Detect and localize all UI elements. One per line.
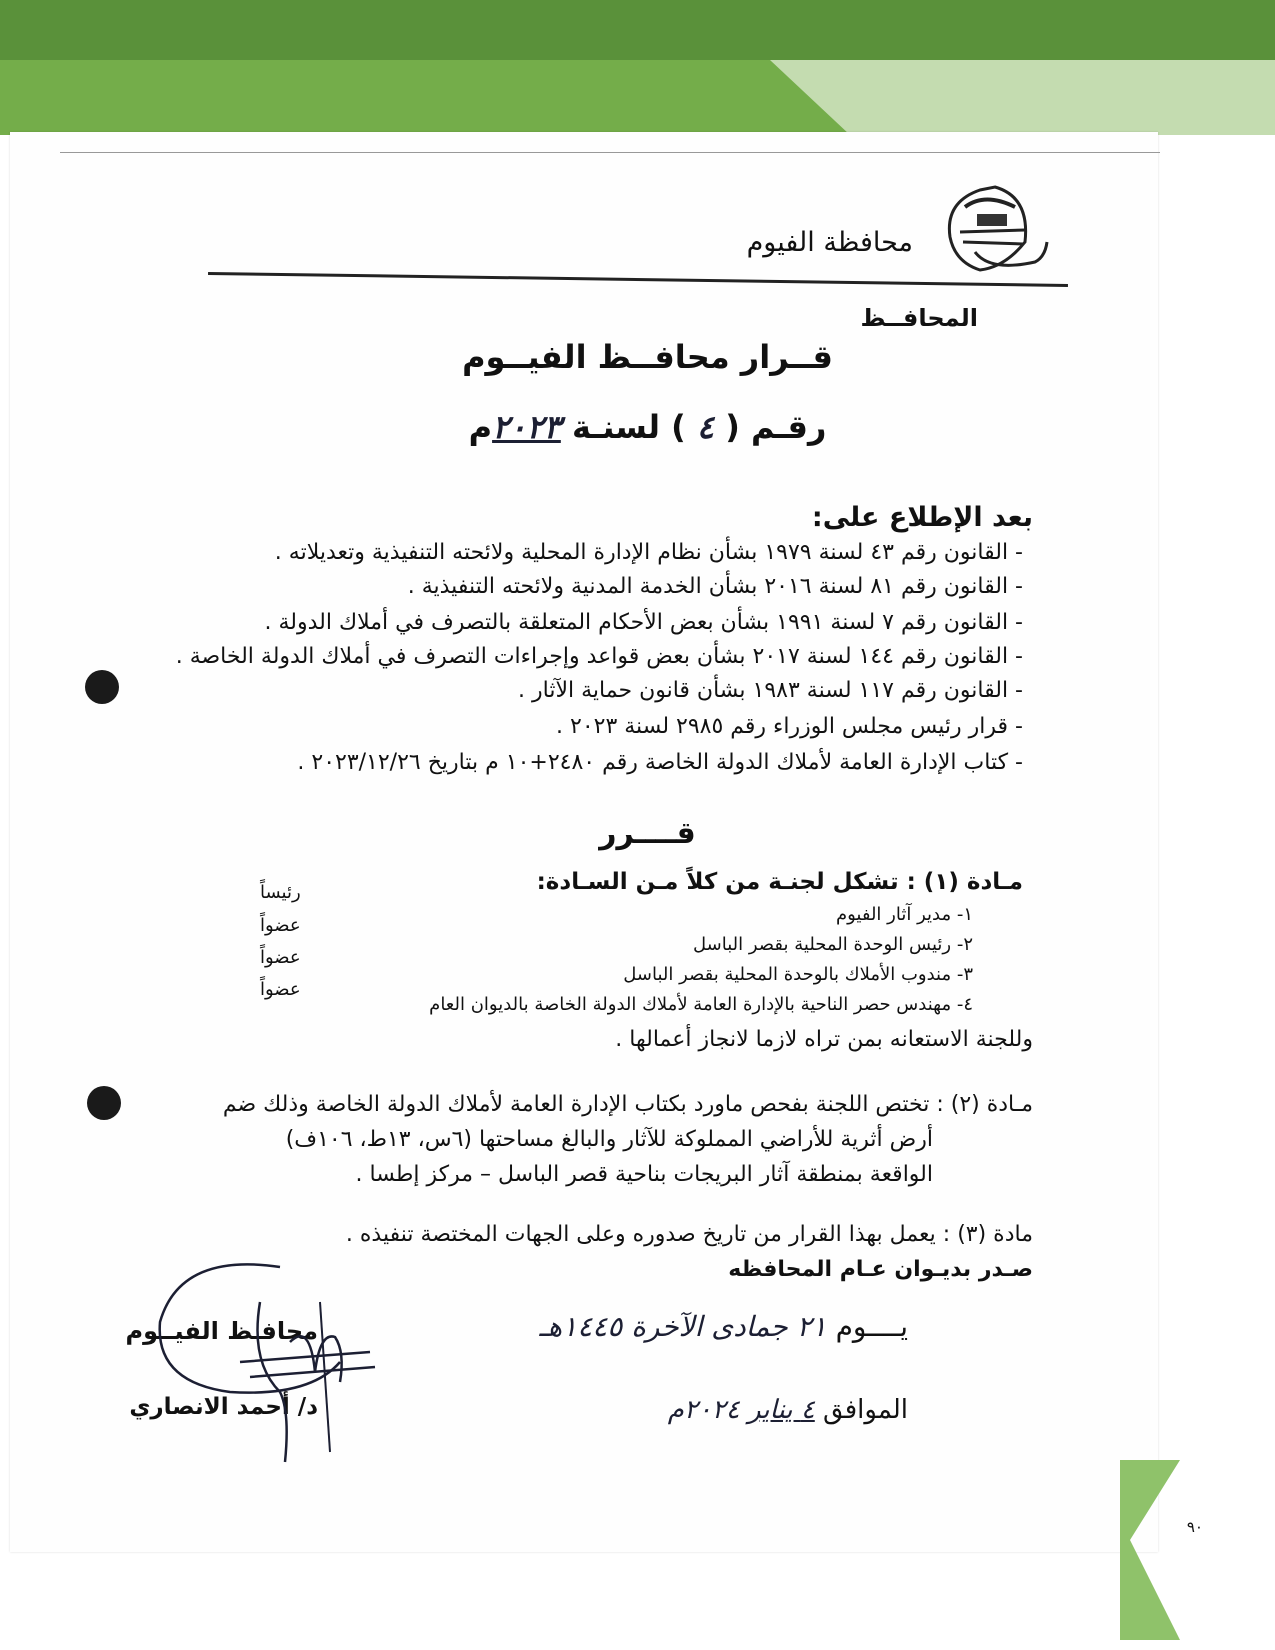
governorate-name: محافظة الفيوم [746, 227, 913, 258]
committee-role: عضواً [260, 979, 301, 1000]
gregorian-date-label: الموافق [823, 1395, 908, 1425]
handwritten-signature [140, 1242, 400, 1472]
punch-hole-dot [87, 1086, 121, 1120]
gregorian-date [668, 1395, 908, 1425]
preamble-item: - القانون رقم ٧ لسنة ١٩٩١ بشأن بعض الأحكام المتعلقة بالتصرف في أملاك الدولة . [264, 610, 1023, 635]
article-2-line: أرض أثرية للأراضي المملوكة للآثار والبالغ مساحتها (٦س، ١٣ط، ١٠٦ف) [285, 1127, 933, 1152]
header-green-band [0, 60, 1275, 135]
preamble-item: - قرار رئيس مجلس الوزراء رقم ٢٩٨٥ لسنة ٢٠٢٣ . [556, 714, 1023, 739]
article-3: مادة (٣) : يعمل بهذا القرار من تاريخ صدوره وعلى الجهات المختصة تنفيذه . [345, 1222, 1033, 1247]
footer-green-chevron [1100, 1450, 1275, 1650]
committee-member: ١- مدير آثار الفيوم [835, 904, 973, 925]
gregorian-date-year: ٢٠٢٤م [667, 1395, 740, 1425]
committee-role: عضواً [260, 915, 301, 936]
top-green-bar [0, 0, 1275, 60]
preamble-heading: بعد الإطلاع على: [811, 502, 1033, 533]
hijri-date [539, 1310, 908, 1343]
committee-role: رئيساً [260, 882, 301, 903]
article-2-line: مـادة (٢) : تختص اللجنة بفحص ماورد بكتاب الإدارة العامة لأملاك الدولة الخاصة وذلك ضم [222, 1092, 1033, 1117]
decree-year: ٢٠٢٣ [492, 408, 561, 446]
governorate-emblem-icon [935, 182, 1055, 282]
committee-member: ٤- مهندس حصر الناحية بالإدارة العامة لأملاك الدولة الخاصة بالديوان العام [429, 994, 973, 1015]
preamble-item: - كتاب الإدارة العامة لأملاك الدولة الخاصة رقم ٢٤٨٠+١٠ م بتاريخ ٢٠٢٣/١٢/٢٦ . [297, 750, 1023, 775]
preamble-item: - القانون رقم ٤٣ لسنة ١٩٧٩ بشأن نظام الإدارة المحلية ولائحته التنفيذية وتعديلاته . [274, 540, 1023, 565]
preamble-item: - القانون رقم ١١٧ لسنة ١٩٨٣ بشأن قانون حماية الآثار . [518, 678, 1023, 703]
article-1-note: وللجنة الاستعانه بمن تراه لازما لانجاز أعمالها . [615, 1027, 1033, 1052]
governor-label: المحافــظ [860, 304, 978, 332]
decree-number-value: ٤ [696, 408, 715, 446]
hijri-date-value: ٢١ جمادى الآخرة [631, 1310, 827, 1343]
article-2-line: الواقعة بمنطقة آثار البريجات بناحية قصر الباسل – مركز إطسا . [355, 1162, 933, 1187]
decided-heading: قــــرر [599, 816, 696, 851]
scanned-decree-page [10, 132, 1158, 1552]
signatory-name: د/ أحمد الانصاري [129, 1394, 318, 1420]
decree-number-middle: ) لسنـة [571, 408, 686, 446]
article-1-heading: مـادة (١) : تشكل لجنـة من كلاً مـن السـادة: [536, 869, 1023, 895]
page-number: ٩٠ [1186, 1518, 1203, 1536]
decree-title: قــرار محافــظ الفيــوم [462, 338, 833, 376]
gregorian-date-value: ٤ يناير [747, 1395, 815, 1425]
signatory-title: محافـظ الفيــوم [125, 1317, 318, 1345]
decree-number [10, 408, 1275, 446]
committee-member: ٣- مندوب الأملاك بالوحدة المحلية بقصر الباسل [623, 964, 973, 985]
hijri-date-year: ١٤٤٥هـ [539, 1310, 623, 1343]
committee-member: ٢- رئيس الوحدة المحلية بقصر الباسل [693, 934, 973, 955]
scan-top-line [60, 152, 1160, 153]
decree-number-prefix: رقـم ( [725, 408, 827, 446]
hijri-date-label: يــــوم [835, 1310, 908, 1343]
preamble-item: - القانون رقم ٨١ لسنة ٢٠١٦ بشأن الخدمة المدنية ولائحته التنفيذية . [407, 574, 1023, 599]
preamble-item: - القانون رقم ١٤٤ لسنة ٢٠١٧ بشأن بعض قواعد وإجراءات التصرف في أملاك الدولة الخاصة . [175, 644, 1023, 669]
committee-role: عضواً [260, 947, 301, 968]
decree-year-suffix: م [468, 408, 493, 446]
punch-hole-dot [85, 670, 119, 704]
header-light-triangle [0, 60, 1275, 135]
issued-at: صـدر بديـوان عـام المحافظه [728, 1257, 1033, 1282]
